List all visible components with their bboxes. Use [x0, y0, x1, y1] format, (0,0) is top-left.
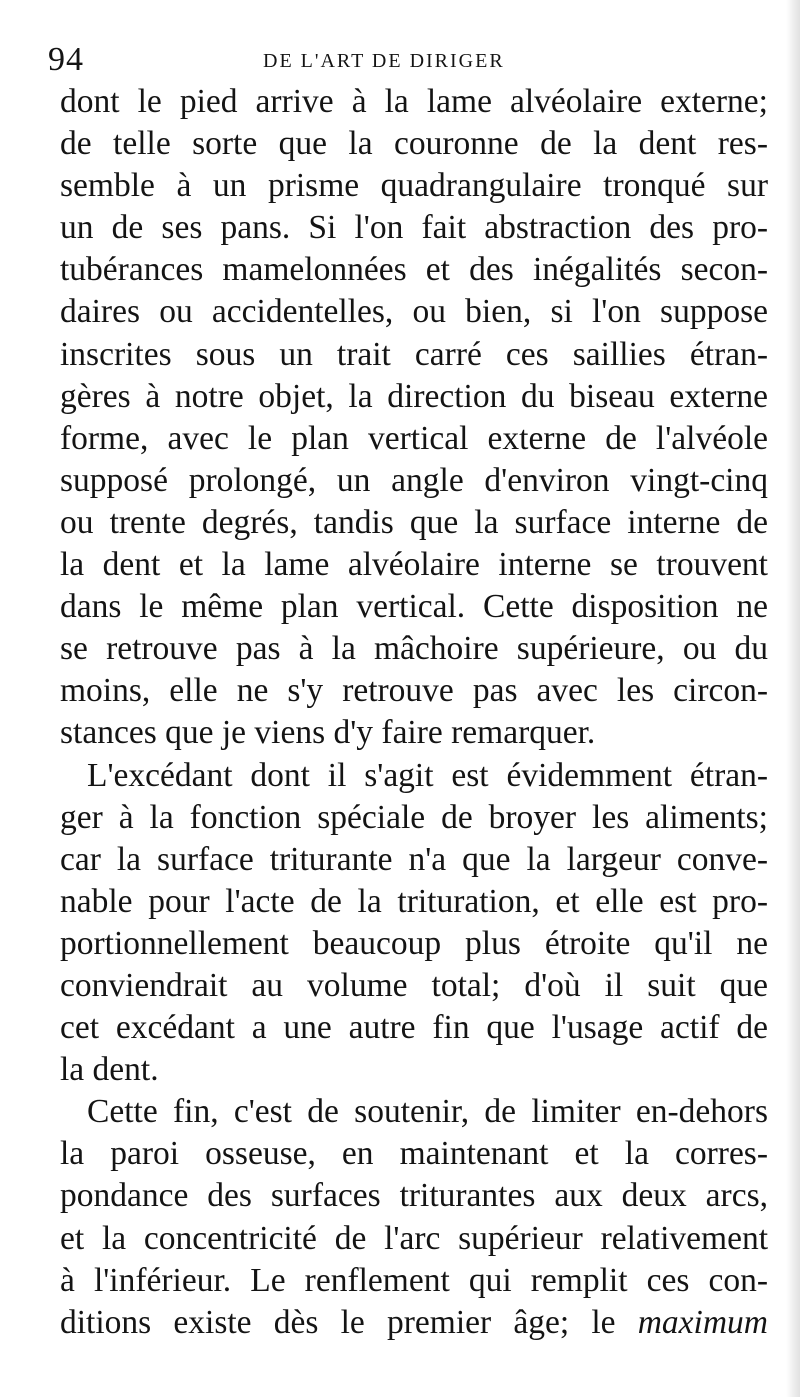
text-line: se retrouve pas à la mâchoire supérieure, ou du — [60, 630, 768, 668]
text-line: car la surface triturante n'a que la largeur conve- — [60, 840, 768, 878]
text-line: supposé prolongé, un angle d'environ vingt-cinq — [60, 461, 768, 499]
text-line: la dent et la lame alvéolaire interne se trouvent — [60, 546, 768, 584]
text-line-final — [60, 1302, 768, 1344]
text-line: à l'inférieur. Le renflement qui remplit ces con- — [60, 1261, 768, 1299]
paragraph-start-line: L'excédant dont il s'agit est évidemment étran- — [87, 756, 768, 794]
paragraph-end-line: la dent. — [60, 1051, 159, 1089]
text-line: daires ou accidentelles, ou bien, si l'on suppose — [60, 293, 768, 331]
final-line-text: ditions existe dès le premier âge; le — [60, 1303, 616, 1341]
text-line: pondance des surfaces triturantes aux deux arcs, — [60, 1177, 768, 1215]
text-line: moins, elle ne s'y retrouve pas avec les circon- — [60, 672, 768, 710]
text-line: tubérances mamelonnées et des inégalités secon- — [60, 251, 768, 289]
paragraph-end-line: stances que je viens d'y faire remarquer. — [60, 714, 596, 752]
text-line: semble à un prisme quadrangulaire tronqué sur — [60, 167, 768, 205]
text-line: un de ses pans. Si l'on fait abstraction des pro- — [60, 209, 768, 247]
text-line: et la concentricité de l'arc supérieur relativement — [60, 1219, 768, 1257]
text-line: dans le même plan vertical. Cette disposition ne — [60, 588, 768, 626]
text-line: ger à la fonction spéciale de broyer les aliments; — [60, 798, 768, 836]
paragraph-start-line: Cette fin, c'est de soutenir, de limiter en-dehors — [87, 1093, 768, 1131]
text-line: ou trente degrés, tandis que la surface interne de — [60, 503, 768, 541]
text-line: de telle sorte que la couronne de la dent res- — [60, 125, 768, 163]
text-line: dont le pied arrive à la lame alvéolaire externe; — [60, 83, 768, 120]
text-line: inscrites sous un trait carré ces saillies étran- — [60, 335, 768, 373]
text-line: forme, avec le plan vertical externe de l'alvéole — [60, 419, 768, 457]
body-text — [60, 81, 768, 1344]
page-number: 94 — [48, 41, 84, 78]
text-line: gères à notre objet, la direction du biseau externe — [60, 377, 768, 415]
text-line: cet excédant a une autre fin que l'usage actif de — [60, 1009, 768, 1047]
text-line: la paroi osseuse, en maintenant et la corres- — [60, 1135, 768, 1173]
text-line: conviendrait au volume total; d'où il suit que — [60, 966, 768, 1004]
running-head: DE L'ART DE DIRIGER — [263, 50, 505, 72]
italic-word: maximum — [637, 1303, 768, 1341]
text-line: portionnellement beaucoup plus étroite qu'il ne — [60, 924, 768, 962]
scan-shadow-edge — [786, 0, 800, 1397]
page-header — [48, 38, 568, 82]
text-line: nable pour l'acte de la trituration, et elle est pro- — [60, 882, 768, 920]
